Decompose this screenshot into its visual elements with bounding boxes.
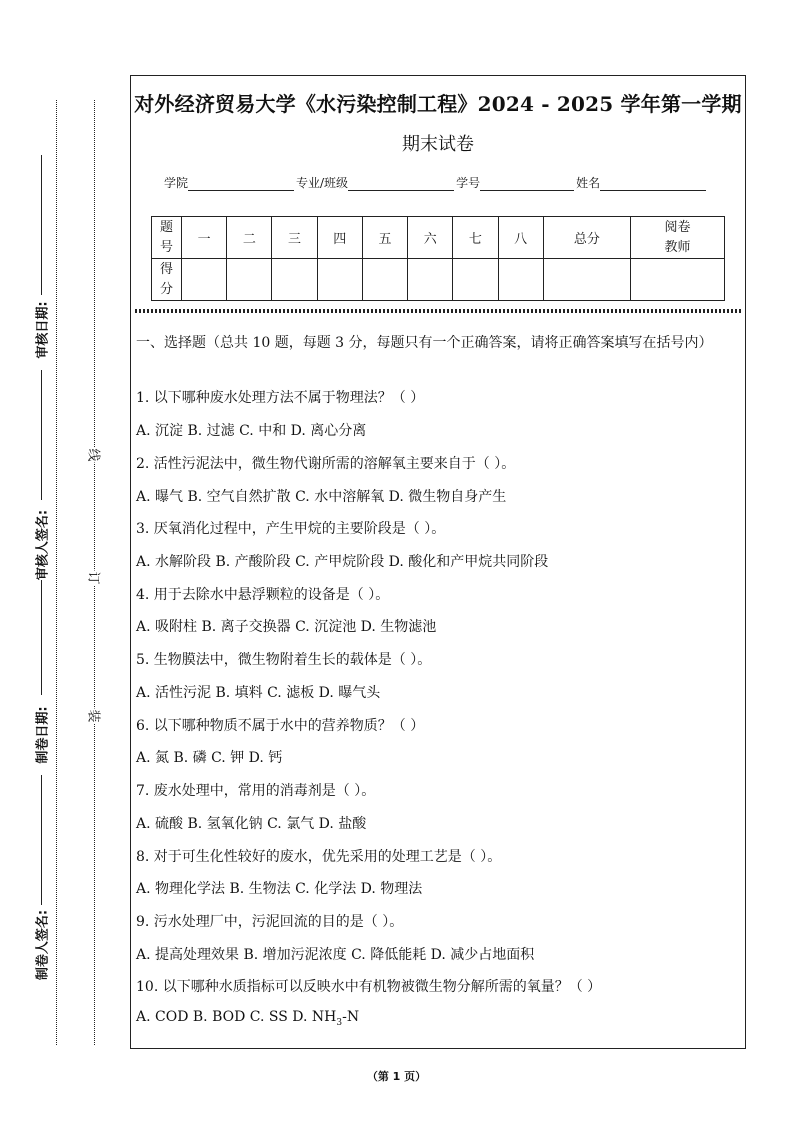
score-cell[interactable] — [227, 259, 272, 301]
options-4: A. 吸附柱 B. 离子交换器 C. 沉淀池 D. 生物滤池 — [136, 619, 437, 635]
col-8: 八 — [498, 217, 543, 259]
dotted-separator — [135, 309, 741, 313]
col-total: 总分 — [543, 217, 630, 259]
question-2: 2. 活性污泥法中，微生物代谢所需的溶解氧主要来自于（ ）。 — [136, 456, 516, 472]
question-1: 1. 以下哪种废水处理方法不属于物理法？（ ） — [136, 390, 425, 406]
preparer-signature-line — [41, 775, 42, 905]
question-7: 7. 废水处理中，常用的消毒剂是（ ）。 — [136, 783, 376, 799]
student-info-row — [164, 174, 708, 191]
options-2: A. 曝气 B. 空气自然扩散 C. 水中溶解氧 D. 微生物自身产生 — [136, 489, 507, 505]
exam-subtitle: 期末试卷 — [402, 134, 474, 155]
col-2: 二 — [227, 217, 272, 259]
col-4: 四 — [317, 217, 362, 259]
score-table — [151, 216, 725, 301]
options-10: A. COD B. BOD C. SS D. $NH_3-N$ — [136, 1009, 360, 1028]
col-7: 七 — [453, 217, 498, 259]
score-table-score-row — [152, 259, 725, 301]
options-8: A. 物理化学法 B. 生物法 C. 化学法 D. 物理法 — [136, 881, 423, 897]
score-cell-total[interactable] — [543, 259, 630, 301]
question-9: 9. 污水处理厂中，污泥回流的目的是（ ）。 — [136, 914, 404, 930]
prep-date-line — [41, 580, 42, 695]
options-7: A. 硫酸 B. 氢氧化钠 C. 氯气 D. 盐酸 — [136, 816, 367, 832]
exam-title: 对外经济贸易大学《水污染控制工程》2024 - 2025 学年第一学期 — [134, 92, 742, 116]
score-cell[interactable] — [453, 259, 498, 301]
college-label: 学院 — [164, 176, 189, 190]
college-field[interactable] — [188, 177, 294, 191]
grader-cell[interactable] — [631, 259, 725, 301]
preparer-signature-label: 制卷人签名: — [30, 907, 53, 983]
score-cell[interactable] — [272, 259, 317, 301]
page-number: （第 1 页） — [366, 1070, 427, 1083]
review-date-line — [41, 155, 42, 295]
grader-head: 阅卷 教师 — [631, 217, 725, 259]
prep-date-label: 制卷日期: — [30, 703, 53, 766]
col-5: 五 — [362, 217, 407, 259]
reviewer-signature-line — [41, 370, 42, 500]
name-field[interactable] — [600, 177, 706, 191]
student-id-label: 学号 — [456, 176, 481, 190]
score-cell[interactable] — [362, 259, 407, 301]
major-class-label: 专业/班级 — [296, 176, 349, 190]
score-cell[interactable] — [408, 259, 453, 301]
question-10: 10. 以下哪种水质指标可以反映水中有机物被微生物分解所需的氧量？（ ） — [136, 979, 602, 995]
options-5: A. 活性污泥 B. 填料 C. 滤板 D. 曝气头 — [136, 685, 381, 701]
binding-dotted-line-outer — [56, 100, 57, 1045]
score-cell[interactable] — [498, 259, 543, 301]
col-6: 六 — [408, 217, 453, 259]
cut-mark-line: 线 — [84, 447, 107, 462]
question-5: 5. 生物膜法中，微生物附着生长的载体是（ ）。 — [136, 652, 432, 668]
question-6: 6. 以下哪种物质不属于水中的营养物质？（ ） — [136, 718, 425, 734]
exam-frame — [130, 75, 746, 1049]
question-3: 3. 厌氧消化过程中，产生甲烷的主要阶段是（ ）。 — [136, 521, 446, 537]
options-6: A. 氮 B. 磷 C. 钾 D. 钙 — [136, 750, 283, 766]
name-label: 姓名 — [576, 176, 601, 190]
question-4: 4. 用于去除水中悬浮颗粒的设备是（ ）。 — [136, 587, 390, 603]
score-cell[interactable] — [182, 259, 227, 301]
question-8: 8. 对于可生化性较好的废水，优先采用的处理工艺是（ ）。 — [136, 849, 502, 865]
options-3: A. 水解阶段 B. 产酸阶段 C. 产甲烷阶段 D. 酸化和产甲烷共同阶段 — [136, 554, 549, 570]
score-table-header-row — [152, 217, 725, 259]
reviewer-signature-label: 审核人签名: — [30, 507, 53, 583]
options-9: A. 提高处理效果 B. 增加污泥浓度 C. 降低能耗 D. 减少占地面积 — [136, 947, 535, 963]
cut-mark-fold: 装 — [84, 708, 107, 723]
col-3: 三 — [272, 217, 317, 259]
review-date-label: 审核日期: — [30, 298, 53, 361]
score-cell[interactable] — [317, 259, 362, 301]
options-1: A. 沉淀 B. 过滤 C. 中和 D. 离心分离 — [136, 423, 367, 439]
cut-mark-bind: 订 — [84, 570, 107, 585]
major-class-field[interactable] — [348, 177, 454, 191]
question-number-head: 题 号 — [152, 217, 182, 259]
section-heading: 一、选择题（总共 10 题，每题 3 分，每题只有一个正确答案，请将正确答案填写在括号内） — [136, 335, 713, 351]
col-1: 一 — [182, 217, 227, 259]
student-id-field[interactable] — [480, 177, 574, 191]
score-head: 得 分 — [152, 259, 182, 301]
